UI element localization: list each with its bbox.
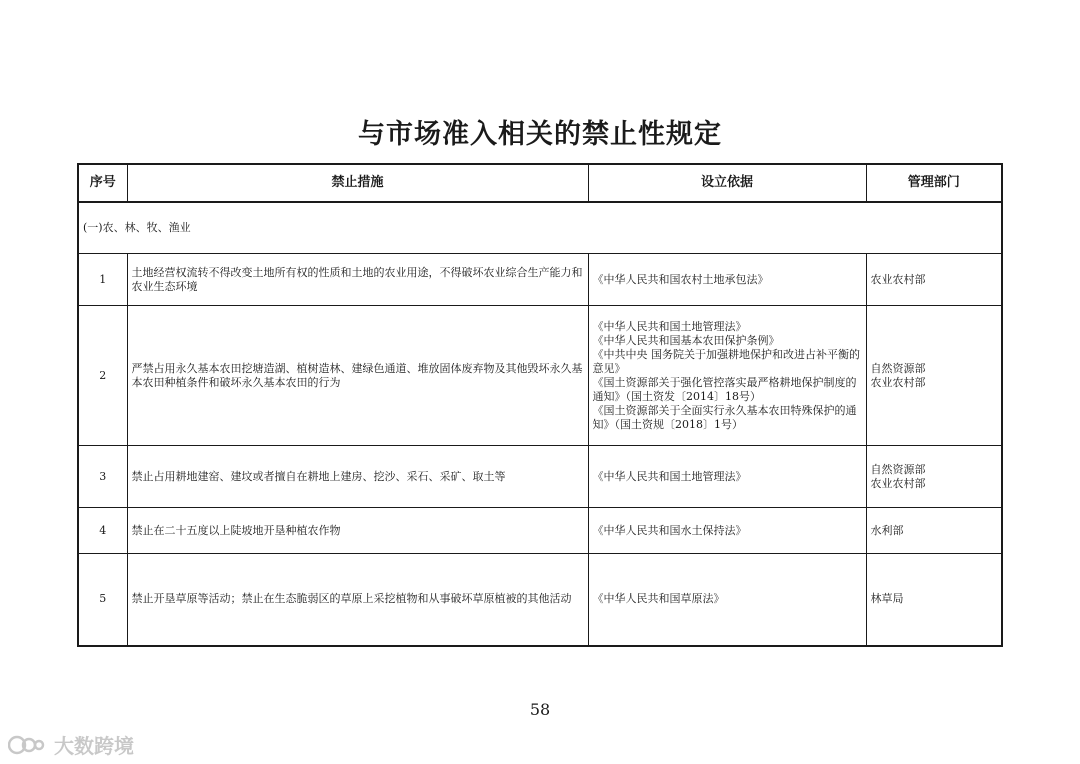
row-no: 2 — [78, 306, 127, 446]
watermark-text: 大数跨境 — [54, 734, 134, 758]
header-measure: 禁止措施 — [127, 164, 588, 202]
logo-icon — [8, 733, 48, 757]
row-basis: 《中华人民共和国水土保持法》 — [588, 508, 866, 554]
table-row — [78, 306, 1002, 446]
page-title: 与市场准入相关的禁止性规定 — [358, 119, 722, 150]
row-measure: 严禁占用永久基本农田挖塘造湖、植树造林、建绿色通道、堆放固体废弃物及其他毁坏永久基本农田种植条件和破坏永久基本农田的行为 — [127, 306, 588, 446]
row-measure: 禁止占用耕地建窑、建坟或者擅自在耕地上建房、挖沙、采石、采矿、取土等 — [127, 446, 588, 508]
row-department: 林草局 — [866, 554, 1002, 646]
row-department: 农业农村部 — [866, 254, 1002, 306]
row-no: 1 — [78, 254, 127, 306]
row-basis: 《中华人民共和国土地管理法》 《中华人民共和国基本农田保护条例》 《中共中央 国务院关于加强耕地保护和改进占补平衡的意见》 《国土资源部关于强化管控落实最严格耕地保护制度的通知》（国土资发〔2014〕18号） 《国土资源部关于全面实行永久基本农田特殊保护的通知》（国土资规〔2018〕1号） — [588, 306, 866, 446]
table-row — [78, 446, 1002, 508]
table-row — [78, 554, 1002, 646]
table-row — [78, 254, 1002, 306]
section-title: (一)农、林、牧、渔业 — [78, 202, 1002, 254]
row-basis: 《中华人民共和国农村土地承包法》 — [588, 254, 866, 306]
header-department: 管理部门 — [866, 164, 1002, 202]
row-measure: 土地经营权流转不得改变土地所有权的性质和土地的农业用途，不得破坏农业综合生产能力和农业生态环境 — [127, 254, 588, 306]
table-row — [78, 508, 1002, 554]
watermark — [8, 730, 134, 759]
table-header-row — [78, 164, 1002, 202]
section-row — [78, 202, 1002, 254]
row-no: 4 — [78, 508, 127, 554]
page-number: 58 — [529, 700, 551, 719]
row-measure: 禁止在二十五度以上陡坡地开垦种植农作物 — [127, 508, 588, 554]
header-basis: 设立依据 — [588, 164, 866, 202]
row-department: 自然资源部 农业农村部 — [866, 446, 1002, 508]
row-no: 3 — [78, 446, 127, 508]
row-no: 5 — [78, 554, 127, 646]
header-no: 序号 — [78, 164, 127, 202]
row-basis: 《中华人民共和国土地管理法》 — [588, 446, 866, 508]
row-department: 水利部 — [866, 508, 1002, 554]
regulations-table — [77, 163, 1003, 647]
row-measure: 禁止开垦草原等活动；禁止在生态脆弱区的草原上采挖植物和从事破坏草原植被的其他活动 — [127, 554, 588, 646]
row-basis: 《中华人民共和国草原法》 — [588, 554, 866, 646]
row-department: 自然资源部 农业农村部 — [866, 306, 1002, 446]
